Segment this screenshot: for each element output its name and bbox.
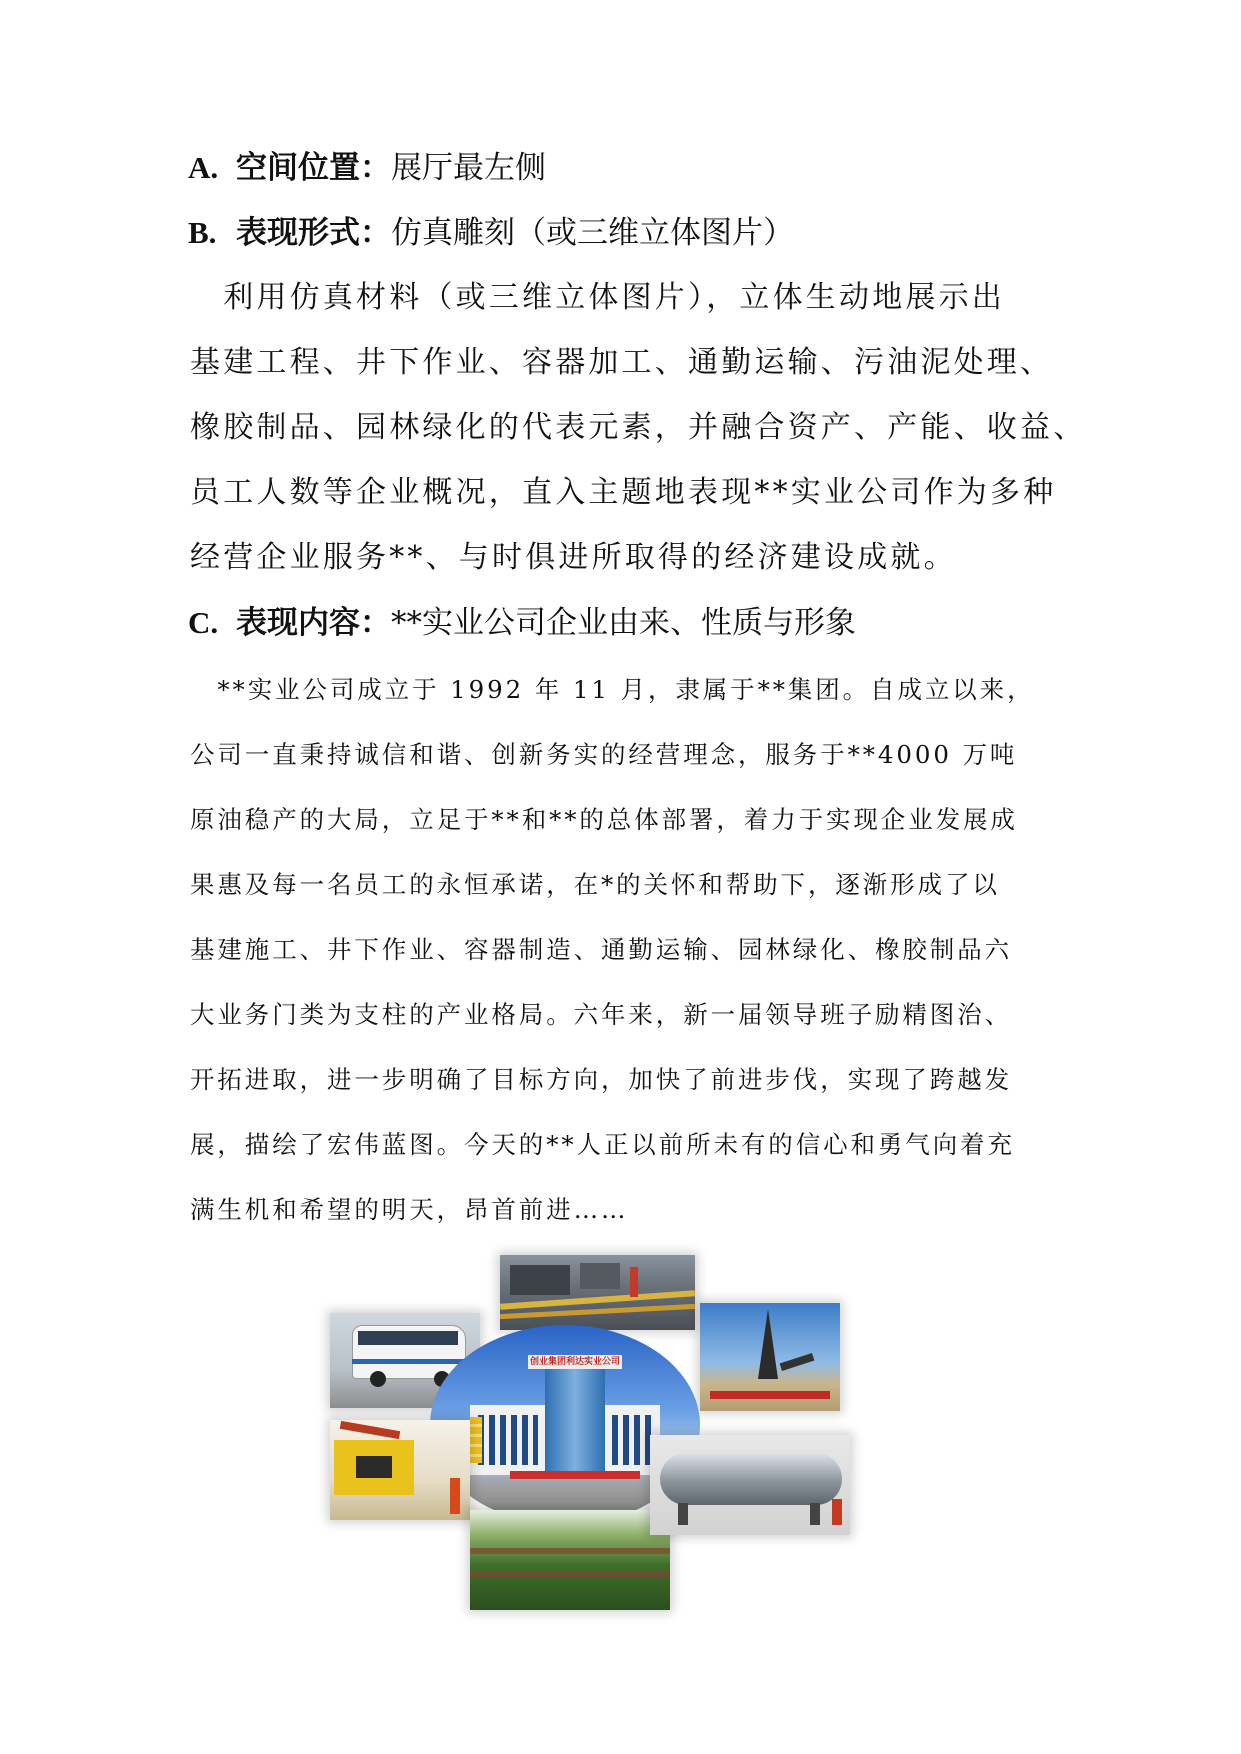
- section-value: **实业公司企业由来、性质与形象: [391, 605, 856, 641]
- paragraph-line: 经营企业服务**、与时俱进所取得的经济建设成就。: [190, 540, 957, 575]
- drilling-rig-photo: [700, 1303, 840, 1411]
- paragraph-line: 橡胶制品、园林绿化的代表元素，并融合资产、产能、收益、: [190, 410, 1087, 445]
- paragraph-line: 基建工程、井下作业、容器加工、通勤运输、污油泥处理、: [190, 345, 1054, 380]
- section-label: 表现内容：: [236, 605, 391, 641]
- section-label: 表现形式：: [236, 215, 391, 251]
- paragraph-line: 开拓进取，进一步明确了目标方向，加快了前进步伐，实现了跨越发: [190, 1065, 1012, 1094]
- section-c-heading: [188, 597, 856, 642]
- paragraph-line: **实业公司成立于 1992 年 11 月，隶属于**集团。自成立以来，: [190, 675, 1035, 704]
- paragraph-line: 果惠及每一名员工的永恒承诺，在*的关怀和帮助下，逐渐形成了以: [190, 870, 1000, 899]
- paragraph-line: 利用仿真材料（或三维立体图片），立体生动地展示出: [190, 280, 1005, 315]
- heavy-equipment-photo: [330, 1420, 470, 1520]
- section-letter: A.: [188, 150, 219, 185]
- section-letter: C.: [188, 605, 219, 640]
- section-letter: B.: [188, 215, 217, 250]
- building-sign: 创业集团利达实业公司: [529, 1357, 620, 1367]
- pressure-vessel-photo: [650, 1435, 850, 1535]
- photo-collage: [330, 1255, 870, 1615]
- section-a-heading: [188, 142, 546, 187]
- paragraph-line: 满生机和希望的明天，昂首前进……: [190, 1195, 629, 1224]
- paragraph-line: 大业务门类为支柱的产业格局。六年来，新一届领导班子励精图治、: [190, 1000, 1012, 1029]
- green-field-photo: [470, 1510, 670, 1610]
- section-value: 展厅最左侧: [391, 150, 546, 186]
- paragraph-line: 展，描绘了宏伟蓝图。今天的**人正以前所未有的信心和勇气向着充: [190, 1130, 1015, 1159]
- section-value: 仿真雕刻（或三维立体图片）: [391, 215, 794, 251]
- pipe-yard-photo: [500, 1255, 695, 1330]
- section-label: 空间位置：: [236, 150, 391, 186]
- paragraph-line: 原油稳产的大局，立足于**和**的总体部署，着力于实现企业发展成: [190, 805, 1018, 834]
- paragraph-line: 公司一直秉持诚信和谐、创新务实的经营理念，服务于**4000 万吨: [190, 740, 1018, 769]
- paragraph-line: 基建施工、井下作业、容器制造、通勤运输、园林绿化、橡胶制品六: [190, 935, 1012, 964]
- paragraph-line: 员工人数等企业概况，直入主题地表现**实业公司作为多种: [190, 475, 1057, 510]
- section-b-heading: [188, 207, 794, 252]
